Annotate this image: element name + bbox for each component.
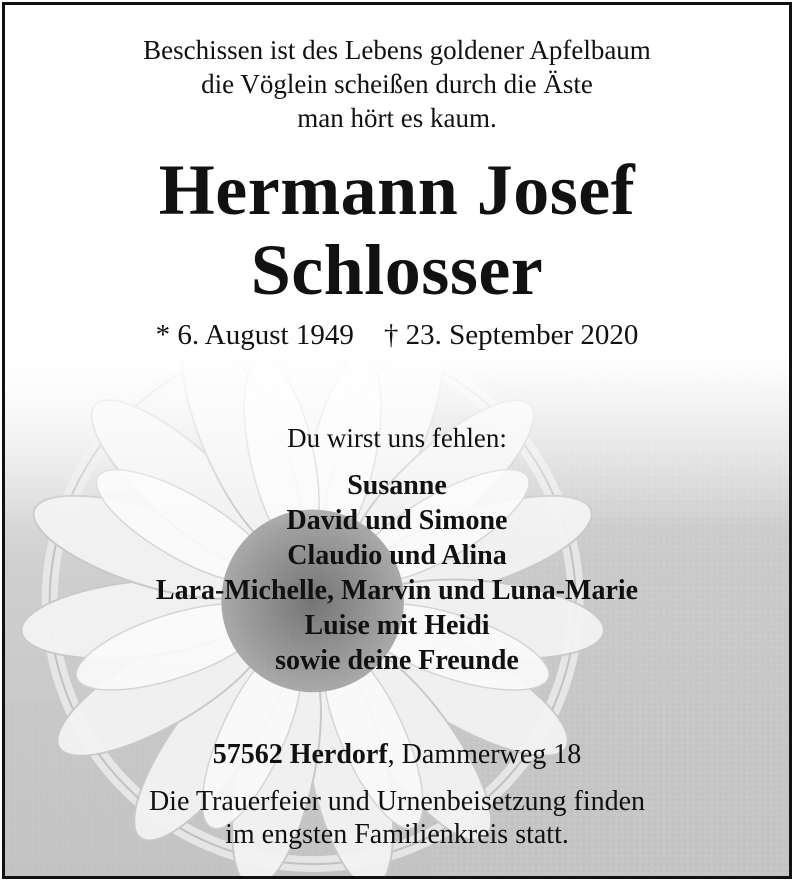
family-member: Susanne	[347, 470, 447, 501]
poem-line-1: Beschissen ist des Lebens goldener Apfelbaum	[143, 35, 651, 65]
family-member: Luise mit Heidi	[304, 610, 490, 641]
poem-line-3: man hört es kaum.	[297, 103, 497, 133]
family-member: Lara-Michelle, Marvin und Luna-Marie	[155, 575, 639, 606]
obituary-notice	[2, 2, 792, 879]
miss-text: Du wirst uns fehlen:	[287, 423, 507, 453]
life-dates	[5, 319, 789, 352]
address-street: , Dammerweg 18	[387, 739, 582, 770]
family-member: sowie deine Freunde	[275, 645, 519, 676]
funeral-note-line-2: im engsten Familienkreis statt.	[225, 819, 569, 850]
funeral-note-line-1: Die Trauerfeier und Urnenbeisetzung finden	[148, 786, 646, 817]
address-city: 57562 Herdorf	[212, 739, 388, 770]
birth-date: * 6. August 1949	[155, 319, 354, 351]
family-member: Claudio und Alina	[287, 540, 507, 571]
deceased-last-name: Schlosser	[250, 230, 544, 310]
poem-line-2: die Vöglein scheißen durch die Äste	[201, 69, 593, 99]
address	[5, 739, 789, 771]
deceased-first-name: Hermann Josef	[158, 150, 636, 230]
death-date: † 23. September 2020	[383, 319, 639, 351]
family-member: David und Simone	[286, 505, 508, 536]
